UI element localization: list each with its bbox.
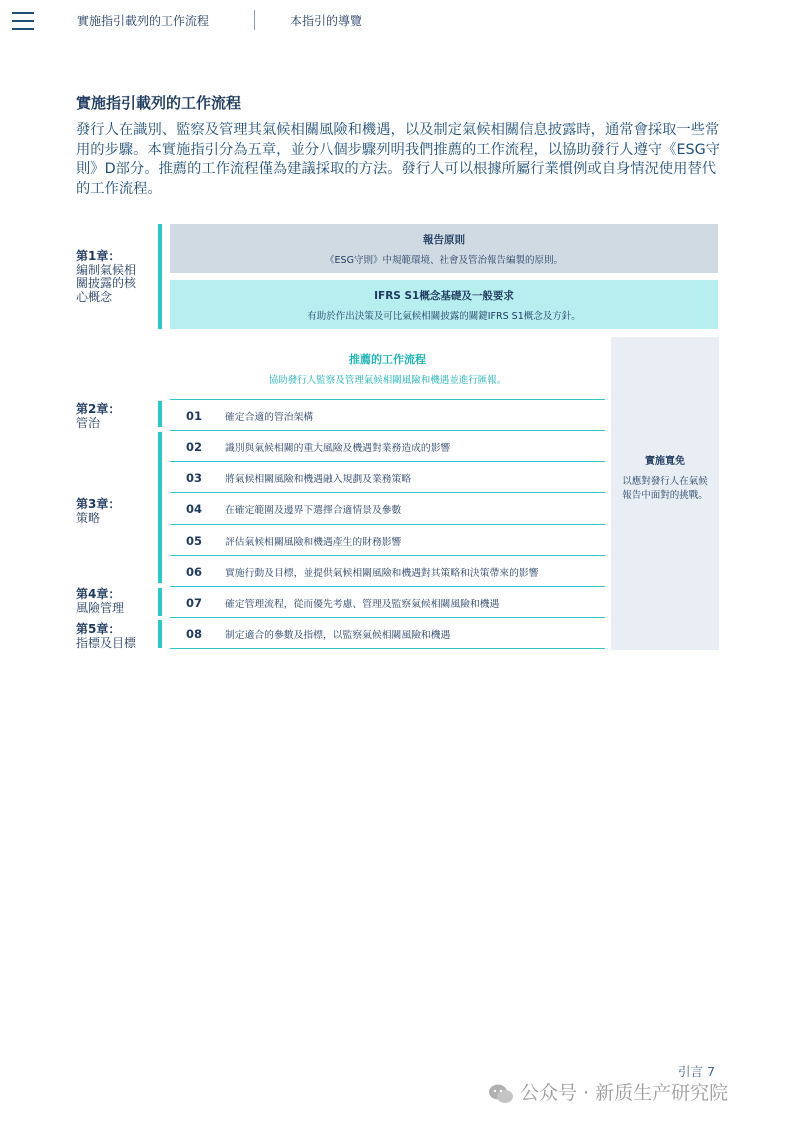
step-number: 02 (186, 440, 203, 454)
step-number: 04 (186, 502, 203, 516)
step-number: 07 (186, 596, 203, 610)
step-text: 在確定範圍及邊界下選擇合適情景及參數 (225, 505, 402, 516)
step-text: 實施行動及目標，並提供氣候相關風險和機遇對其策略和決策帶來的影響 (225, 568, 539, 579)
step-text: 評估氣候相關風險和機遇產生的財務影響 (225, 537, 402, 548)
relief-title: 實施寬免 (645, 456, 685, 467)
ifrs-s1-title: IFRS S1概念基礎及一般要求 (374, 290, 514, 302)
step-number: 05 (186, 534, 203, 548)
chapter-2-label (76, 403, 146, 430)
chapter-5-bar (158, 620, 162, 648)
ifrs-s1-subtitle: 有助於作出決策及可比氣候相關披露的關鍵IFRS S1概念及方針。 (307, 311, 581, 322)
nav-link-guide[interactable]: 本指引的導覽 (290, 14, 363, 28)
watermark (488, 1078, 728, 1105)
nav-link-workflow[interactable]: 實施指引載列的工作流程 (77, 14, 210, 28)
chapter-4-label (76, 588, 146, 615)
workflow-step (170, 555, 605, 586)
step-text: 確定管理流程，從而優先考慮、管理及監察氣候相關風險和機遇 (225, 599, 500, 610)
page-title: 實施指引載列的工作流程 (76, 94, 242, 112)
reporting-principles-subtitle: 《ESG守則》中規範環境、社會及管治報告編製的原則。 (325, 255, 563, 266)
chapter-heading: 第4章： (76, 587, 121, 601)
page-footer: 引言 7 (678, 1064, 715, 1079)
step-text: 制定適合的參數及指標，以監察氣候相關風險和機遇 (225, 630, 451, 641)
watermark-text: 公众号 · 新质生产研究院 (520, 1082, 729, 1104)
workflow-step (170, 617, 605, 648)
chapter-text: 管治 (76, 415, 101, 430)
reporting-principles-box (170, 224, 718, 273)
workflow-bottom-rule (170, 648, 605, 649)
chapter-heading: 第2章： (76, 402, 121, 416)
menu-icon[interactable] (12, 12, 34, 30)
step-number: 03 (186, 471, 203, 485)
workflow-step (170, 492, 605, 523)
workflow-step (170, 399, 605, 430)
step-text: 將氣候相關風險和機遇融入規劃及業務策略 (225, 474, 412, 485)
chapter-2-bar (158, 401, 162, 427)
step-number: 01 (186, 409, 203, 423)
step-number: 06 (186, 565, 203, 579)
chapter-5-label (76, 623, 146, 650)
chapter-text: 風險管理 (76, 600, 125, 615)
workflow-step (170, 461, 605, 492)
workflow-subtitle: 協助發行人監察及管理氣候相關風險和機遇並進行匯報。 (268, 375, 507, 386)
chapter-text: 策略 (76, 510, 101, 525)
chapter-1-bar (158, 224, 162, 329)
workflow-step (170, 430, 605, 461)
step-number: 08 (186, 627, 203, 641)
step-text: 確定合適的管治架構 (225, 412, 314, 423)
chapter-text: 編制氣候相關披露的核心概念 (76, 262, 137, 304)
chapter-heading: 第3章： (76, 497, 121, 511)
workflow-step (170, 586, 605, 617)
wechat-icon (488, 1083, 514, 1105)
chapter-text: 指標及目標 (76, 635, 137, 650)
reporting-principles-title: 報告原則 (423, 234, 465, 246)
chapter-heading: 第1章： (76, 249, 121, 263)
ifrs-s1-box (170, 280, 718, 329)
step-text: 識別與氣候相關的重大風險及機遇對業務造成的影響 (225, 443, 451, 454)
implementation-relief-box (611, 337, 719, 650)
relief-text: 以應對發行人在氣候報告中面對的挑戰。 (622, 476, 708, 501)
chapter-4-bar (158, 588, 162, 616)
header-divider (254, 10, 255, 30)
chapter-3-bar (158, 432, 162, 583)
chapter-1-label (76, 250, 146, 304)
intro-paragraph: 發行人在識別、監察及管理其氣候相關風險和機遇，以及制定氣候相關信息披露時，通常會採取一些常用的步驟。本實施指引分為五章，並分八個步驟列明我們推薦的工作流程，以協助發行人遵守《ESG守則》D部分。推薦的工作流程僅為建議採取的方法。發行人可以根據所屬行業慣例或自身情況使用替代的工作流程。 (76, 122, 720, 197)
chapter-heading: 第5章： (76, 622, 121, 636)
workflow-step (170, 524, 605, 555)
workflow-title: 推薦的工作流程 (349, 353, 426, 366)
chapter-3-label (76, 498, 146, 525)
